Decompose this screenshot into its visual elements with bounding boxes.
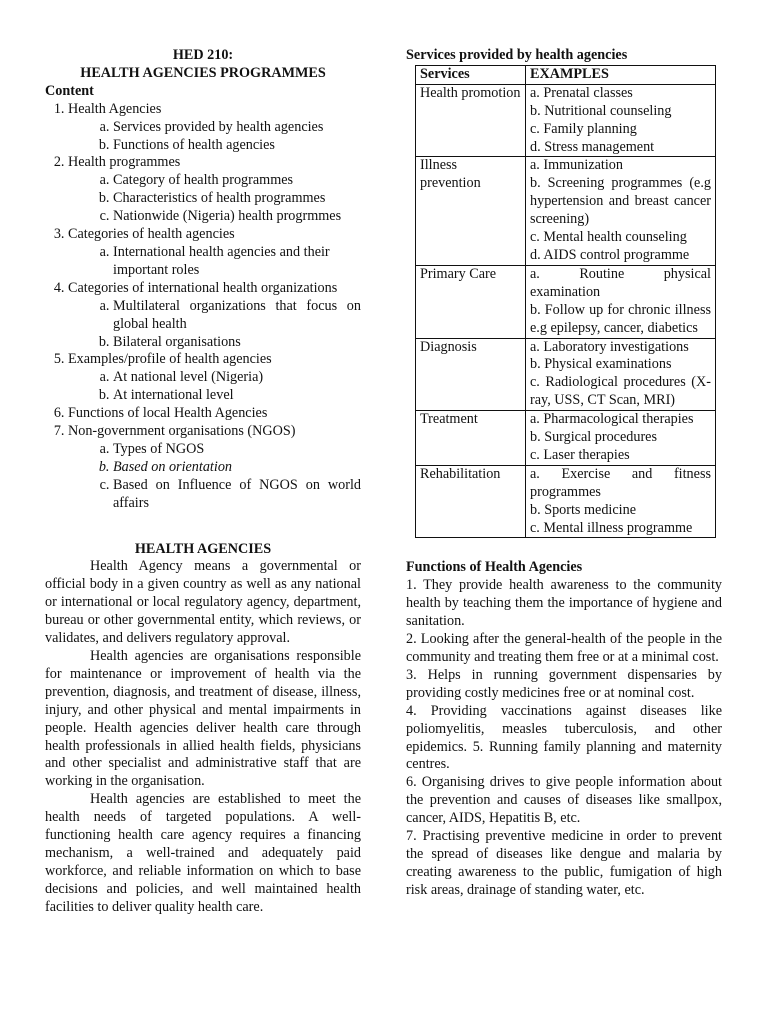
content-subitem: a. International health agencies and their important roles [113,244,361,280]
content-heading: Content [45,82,94,99]
table-row [416,157,716,265]
content-item [68,226,361,280]
content-subitem: a. Category of health programmes [113,172,361,190]
example-item: b. Surgical procedures [530,429,657,446]
examples-cell [526,338,716,411]
course-title: HEALTH AGENCIES PROGRAMMES [80,64,326,81]
example-item: a. Prenatal classes [530,84,633,101]
examples-cell [526,157,716,265]
table-row [416,338,716,411]
function-item: 6. Organising drives to give people information about the prevention and causes of diseases like smallpox, cancer, AIDS, Hepatitis B, etc. [406,774,722,827]
example-item: c. Laser therapies [530,446,630,463]
function-item: 4. Providing vaccinations against diseases like poliomyelitis, measles tuberculosis, and other epidemics. 5. Running family planning and maternity centres. [406,702,722,773]
right-column [406,47,722,900]
content-subitem: a. Types of NGOS [113,441,361,459]
example-item: c. Family planning [530,120,637,137]
example-item: a. Exercise and fitness programmes [530,465,711,500]
content-item-label: Non-government organisations (NGOS) [68,423,296,440]
body-paragraph: Health agencies are organisations responsible for maintenance or improvement of health via the prevention, diagnosis, and treatment of disease, illness, injury, and other physical and mental impairments in people. Health agencies deliver health care through health professionals in allied health fields, physicians and other specialist and administrative staff that are working in the organisation. [45,648,361,790]
content-subitem: a. At national level (Nigeria) [113,369,361,387]
content-sublist [68,172,361,226]
body-paragraph: Health Agency means a governmental or official body in a given country as well as any national or international or local regulatory agency, department, bureau or other governmental entity, which reviews, or validates, and delivers regulatory approval. [45,558,361,647]
example-item: c. Radiological procedures (X-ray, USS, CT Scan, MRI) [530,374,711,409]
content-item [68,423,361,513]
functions-list [406,577,722,899]
services-table-caption: Services provided by health agencies [406,47,628,63]
examples-cell [526,84,716,157]
example-item: b. Nutritional counseling [530,102,672,119]
content-item-label: Functions of local Health Agencies [68,405,268,422]
example-item: a. Laboratory investigations [530,338,689,355]
table-row [416,265,716,338]
function-item: 3. Helps in running government dispensaries by providing costly medicines free or at nominal cost. [406,666,722,701]
table-row [416,465,716,538]
content-sublist [68,244,361,280]
example-item: b. Physical examinations [530,356,672,373]
content-subitem: b. At international level [113,387,361,405]
function-item: 2. Looking after the general-health of the people in the community and treating them free or at a minimal cost. [406,631,722,665]
service-cell: Health promotion [416,84,526,157]
content-item [68,405,361,423]
service-cell: Illness prevention [416,157,526,265]
service-cell: Rehabilitation [416,465,526,538]
table-header-row [416,65,716,84]
content-item-label: Categories of health agencies [68,226,235,243]
example-item: a. Pharmacological therapies [530,411,694,428]
examples-cell [526,465,716,538]
service-cell: Treatment [416,411,526,466]
content-sublist [68,298,361,352]
content-item [68,351,361,405]
example-item: b. Screening programmes (e.g hypertension and breast cancer screening) [530,175,711,228]
table-row [416,84,716,157]
content-item [68,280,361,352]
content-item-label: Categories of international health organizations [68,279,338,296]
content-subitem: b. Characteristics of health programmes [113,190,361,208]
content-item-label: Health programmes [68,154,181,171]
function-item: 1. They provide health awareness to the community health by teaching them the importance of hygiene and sanitation. [406,577,722,630]
functions-title: Functions of Health Agencies [406,559,583,576]
body-paragraph: Health agencies are established to meet the health needs of targeted populations. A well-functioning health care agency requires a financing mechanism, a well-trained and adequately paid workforce, and reliable information on which to base decisions and policies, and well maintained health facilities to deliver quality health care. [45,791,361,915]
services-table [415,65,716,539]
table-header-cell: Services [416,65,526,84]
content-sublist [68,119,361,155]
content-subitem: b. Functions of health agencies [113,137,361,155]
content-subitem: c. Nationwide (Nigeria) health progrmmes [113,208,361,226]
course-code: HED 210: [172,47,234,63]
example-item: d. AIDS control programme [530,246,690,263]
example-item: c. Mental health counseling [530,229,687,246]
example-item: a. Routine physical examination [530,265,711,300]
example-item: b. Sports medicine [530,501,636,518]
content-list [45,101,361,513]
table-header-cell: EXAMPLES [526,65,716,84]
health-agencies-title: HEALTH AGENCIES [134,540,272,557]
content-subitem: c. Based on Influence of NGOS on world affairs [113,477,361,513]
content-sublist [68,369,361,405]
example-item: a. Immunization [530,157,623,174]
function-item: 7. Practising preventive medicine in order to prevent the spread of diseases like dengue and malaria by creating awareness to the public, fumigation of high risk areas, drainage of standing water, etc. [406,828,722,898]
left-column [45,47,361,917]
content-item-label: Health Agencies [68,100,162,117]
service-cell: Diagnosis [416,338,526,411]
examples-cell [526,411,716,466]
example-item: d. Stress management [530,138,655,155]
service-cell: Primary Care [416,265,526,338]
content-item [68,154,361,226]
example-item: b. Follow up for chronic illness e.g epilepsy, cancer, diabetics [530,301,711,336]
content-item-label: Examples/profile of health agencies [68,351,272,368]
table-row [416,411,716,466]
content-subitem: b. Based on orientation [113,459,361,477]
content-item [68,101,361,155]
content-subitem: a. Multilateral organizations that focus on global health [113,298,361,334]
content-subitem: b. Bilateral organisations [113,334,361,352]
examples-cell [526,265,716,338]
content-sublist [68,441,361,513]
content-subitem: a. Services provided by health agencies [113,119,361,137]
example-item: c. Mental illness programme [530,519,693,536]
